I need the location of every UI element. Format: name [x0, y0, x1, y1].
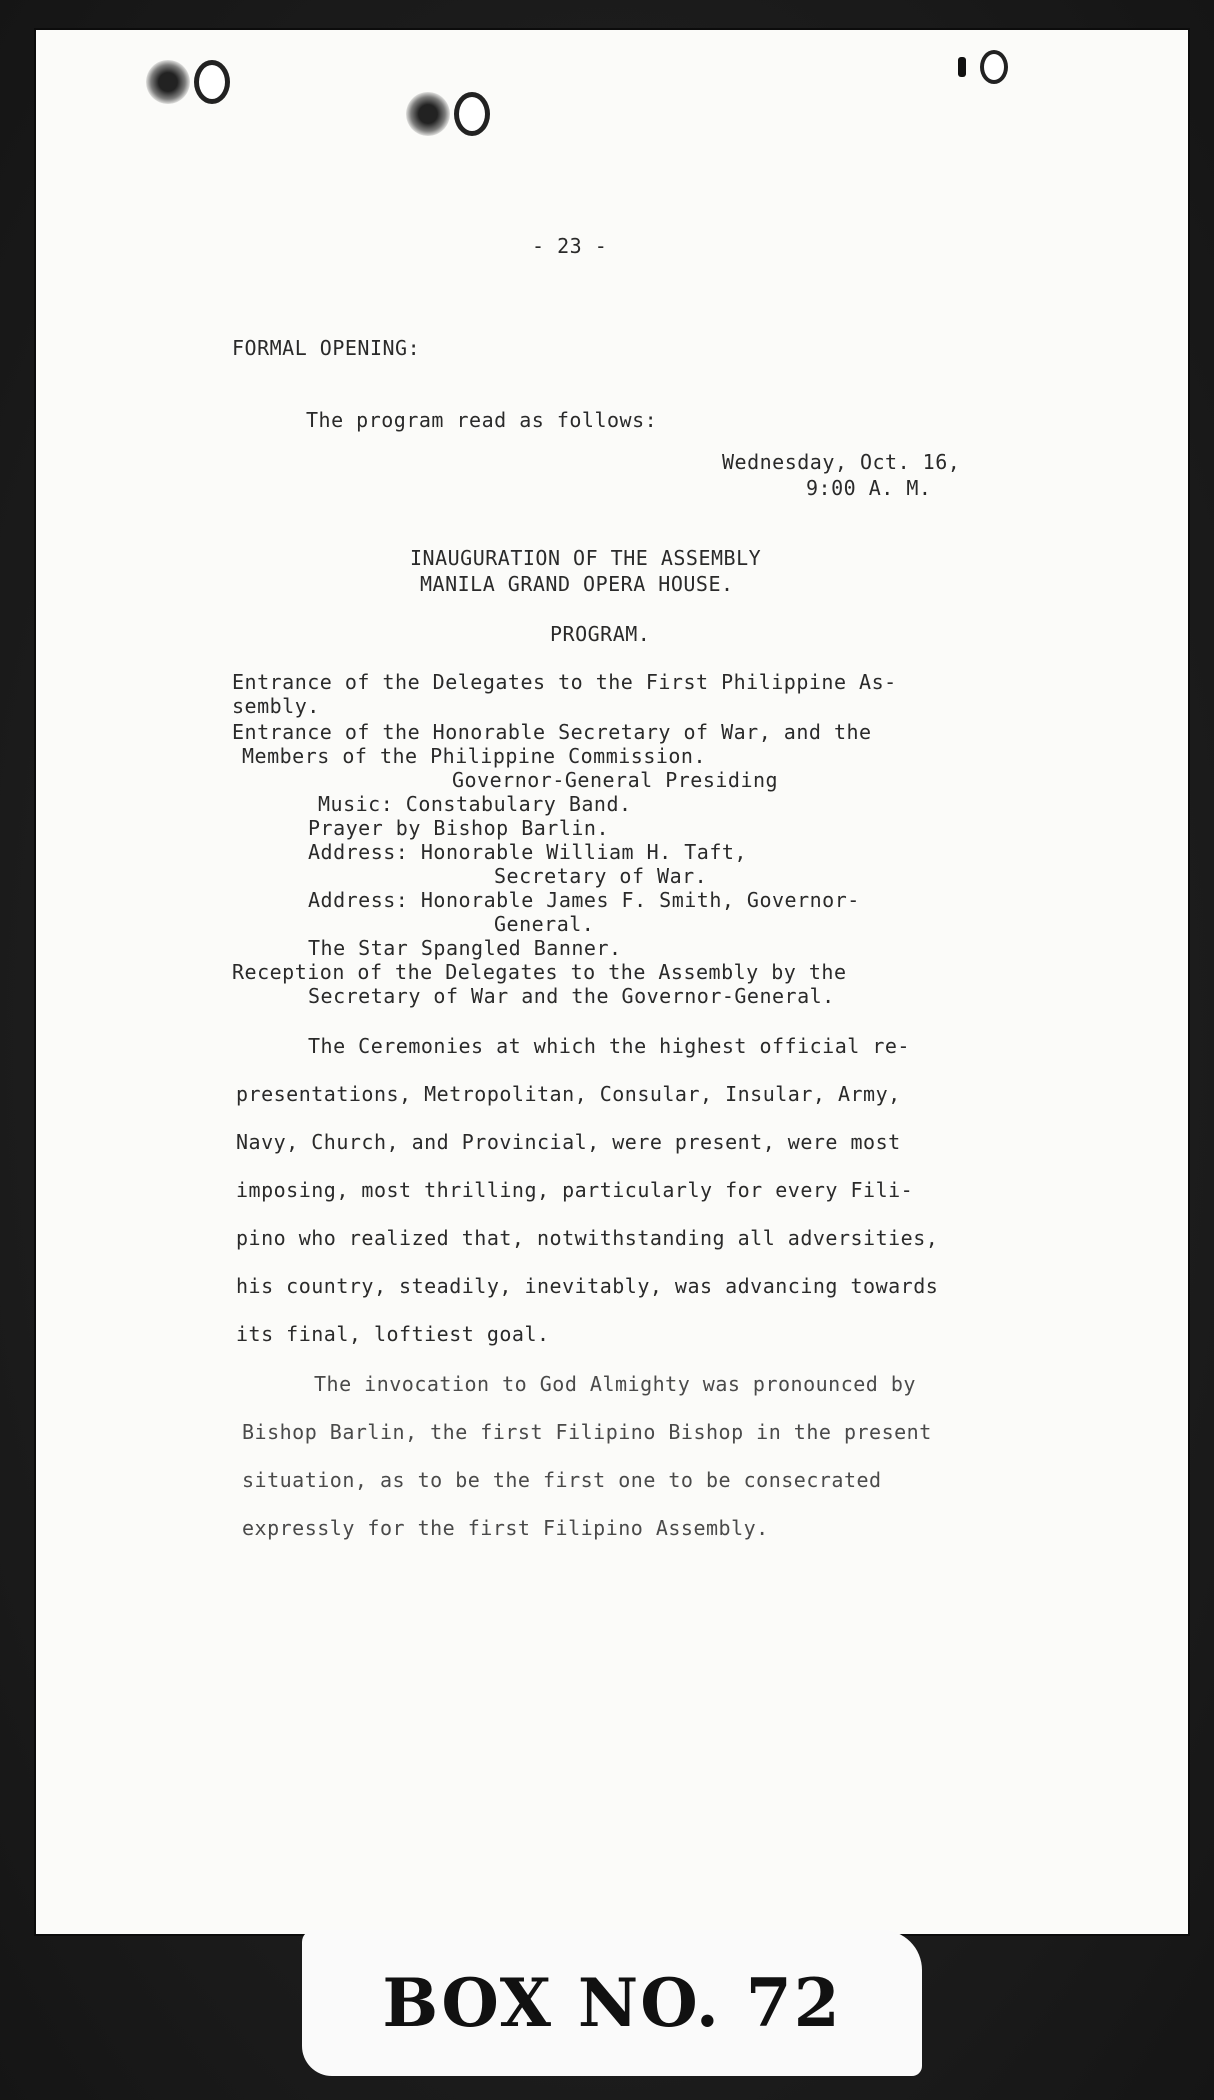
program-title: PROGRAM.	[550, 622, 651, 646]
title-line-1: INAUGURATION OF THE ASSEMBLY	[410, 546, 762, 570]
document-page	[36, 30, 1188, 1934]
punch-hole-center	[406, 92, 490, 136]
program-line: Reception of the Delegates to the Assembly by the	[232, 960, 847, 984]
program-line: Entrance of the Honorable Secretary of War, and the	[232, 720, 872, 744]
punch-hole-icon	[980, 50, 1008, 84]
paragraph-1-line: pino who realized that, notwithstanding all adversities,	[236, 1226, 939, 1250]
program-line: General.	[494, 912, 595, 936]
punch-hole-left	[146, 60, 230, 104]
program-line: Address: Honorable James F. Smith, Governor-	[308, 888, 860, 912]
archive-box-label	[302, 1930, 922, 2076]
program-line: sembly.	[232, 694, 320, 718]
program-line: Secretary of War.	[494, 864, 708, 888]
program-line: Secretary of War and the Governor-General.	[308, 984, 835, 1008]
punch-hole-icon	[194, 60, 230, 104]
intro-line: The program read as follows:	[306, 408, 658, 432]
program-line: The Star Spangled Banner.	[308, 936, 622, 960]
ink-mark-icon	[958, 57, 966, 77]
paragraph-1-line: its final, loftiest goal.	[236, 1322, 550, 1346]
program-line: Music: Constabulary Band.	[318, 792, 632, 816]
section-heading: FORMAL OPENING:	[232, 336, 421, 360]
paragraph-2-line: The invocation to God Almighty was pronounced by	[314, 1372, 916, 1396]
paragraph-1-line: Navy, Church, and Provincial, were present, were most	[236, 1130, 901, 1154]
title-line-2: MANILA GRAND OPERA HOUSE.	[420, 572, 734, 596]
date-line: Wednesday, Oct. 16,	[722, 450, 961, 474]
page-number: - 23 -	[532, 234, 608, 258]
program-line: Address: Honorable William H. Taft,	[308, 840, 747, 864]
program-line: Entrance of the Delegates to the First Philippine As-	[232, 670, 897, 694]
paragraph-2-line: expressly for the first Filipino Assembly.	[242, 1516, 769, 1540]
punch-hole-icon	[454, 92, 490, 136]
program-line: Members of the Philippine Commission.	[242, 744, 707, 768]
paragraph-1-line: presentations, Metropolitan, Consular, Insular, Army,	[236, 1082, 901, 1106]
ink-smudge-icon	[406, 92, 450, 136]
program-line: Governor-General Presiding	[452, 768, 779, 792]
paragraph-1-line: imposing, most thrilling, particularly for every Fili-	[236, 1178, 914, 1202]
paragraph-1-line: The Ceremonies at which the highest official re-	[308, 1034, 910, 1058]
punch-hole-right	[958, 50, 1008, 84]
paragraph-2-line: Bishop Barlin, the first Filipino Bishop in the present	[242, 1420, 932, 1444]
box-number-text: BOX NO. 72	[382, 1964, 842, 2042]
ink-smudge-icon	[146, 60, 190, 104]
paragraph-1-line: his country, steadily, inevitably, was advancing towards	[236, 1274, 939, 1298]
paragraph-2-line: situation, as to be the first one to be consecrated	[242, 1468, 882, 1492]
time-line: 9:00 A. M.	[806, 476, 932, 500]
program-line: Prayer by Bishop Barlin.	[308, 816, 609, 840]
